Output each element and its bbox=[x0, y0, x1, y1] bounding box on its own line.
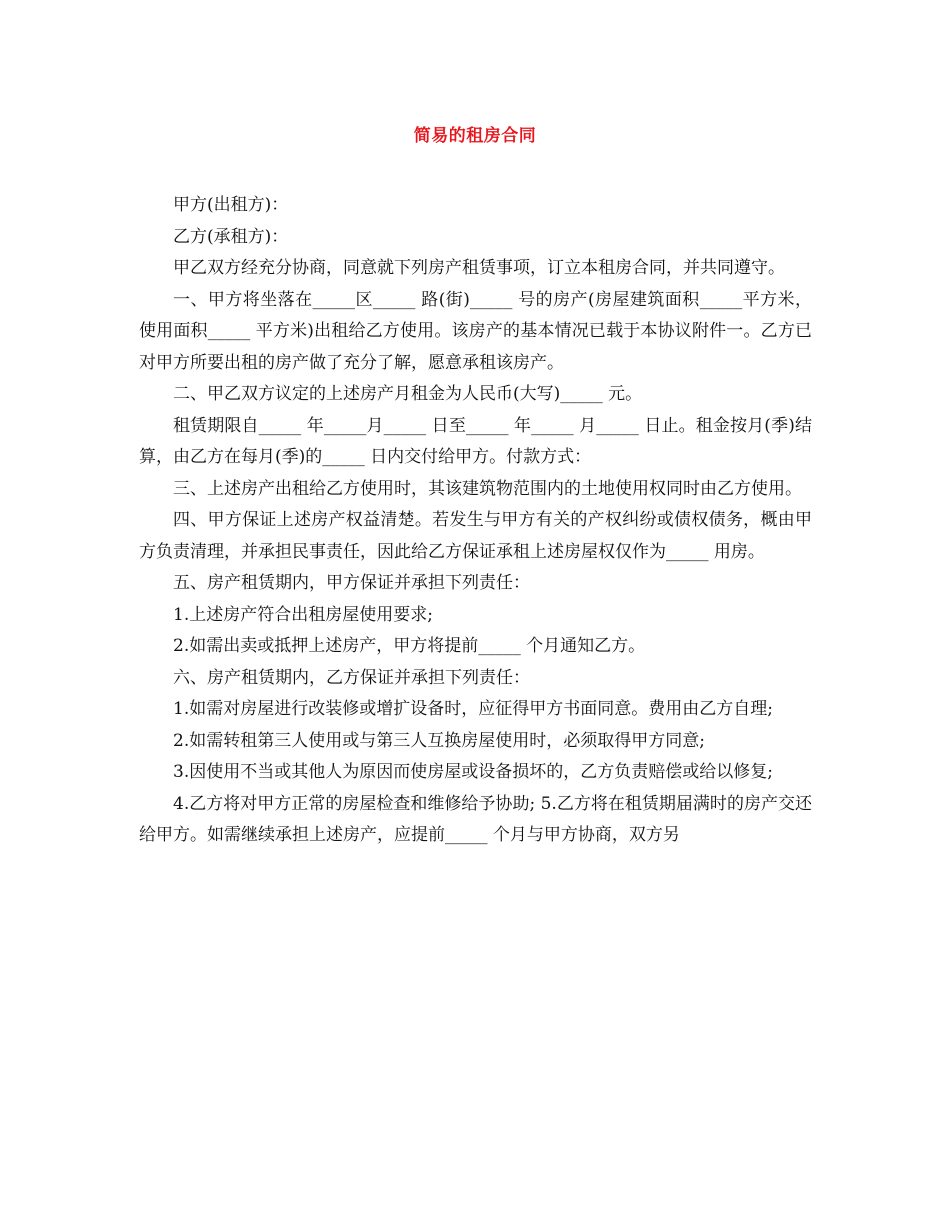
paragraph-lease-term: 租赁期限自_____ 年_____月_____ 日至_____ 年_____ 月_____ 日止。租金按月(季)结算，由乙方在每月(季)的_____ 日内交付给甲方。付款方式： bbox=[139, 415, 812, 467]
document-title: 简易的租房合同 bbox=[413, 126, 537, 146]
paragraph-clause-6: 六、房产租赁期内，乙方保证并承担下列责任： bbox=[173, 667, 530, 688]
paragraph-party-b: 乙方(承租方)： bbox=[173, 226, 289, 247]
paragraph-clause-5-item-1: 1.上述房产符合出租房屋使用要求; bbox=[173, 604, 433, 625]
paragraph-clause-6-item-1: 1.如需对房屋进行改装修或增扩设备时，应征得甲方书面同意。费用由乙方自理; bbox=[173, 699, 773, 719]
paragraph-clause-4: 四、甲方保证上述房产权益清楚。若发生与甲方有关的产权纠纷或债权债务，概由甲方负责清理，并承担民事责任，因此给乙方保证承租上述房屋权仅作为_____ 用房。 bbox=[139, 510, 812, 562]
paragraph-clause-3: 三、上述房产出租给乙方使用时，其该建筑物范围内的土地使用权同时由乙方使用。 bbox=[173, 478, 802, 499]
paragraph-clause-6-item-2: 2.如需转租第三人使用或与第三人互换房屋使用时，必须取得甲方同意; bbox=[173, 730, 705, 751]
paragraph-clause-2: 二、甲乙双方议定的上述房产月租金为人民币(大写)_____ 元。 bbox=[173, 384, 643, 404]
paragraph-preamble: 甲乙双方经充分协商，同意就下列房产租赁事项，订立本租房合同，并共同遵守。 bbox=[173, 258, 785, 278]
paragraph-clause-6-item-4-5: 4.乙方将对甲方正常的房屋检查和维修给予协助; 5.乙方将在租赁期届满时的房产交还给甲方。如需继续承担上述房产，应提前_____ 个月与甲方协商，双方另 bbox=[139, 793, 812, 845]
document-body bbox=[139, 190, 812, 852]
paragraph-clause-1: 一、甲方将坐落在_____区_____ 路(街)_____ 号的房产(房屋建筑面积_____平方米，使用面积_____ 平方米)出租给乙方使用。该房产的基本情况已载于本协议附件一。乙方已对甲方所要出租的房产做了充分了解，愿意承租该房产。 bbox=[139, 289, 812, 373]
paragraph-clause-6-item-3: 3.因使用不当或其他人为原因而使房屋或设备损坏的，乙方负责赔偿或给以修复; bbox=[173, 762, 773, 782]
paragraph-clause-5-item-2: 2.如需出卖或抵押上述房产，甲方将提前_____ 个月通知乙方。 bbox=[173, 636, 646, 656]
paragraph-clause-5: 五、房产租赁期内，甲方保证并承担下列责任： bbox=[173, 573, 530, 593]
paragraph-party-a: 甲方(出租方)： bbox=[173, 195, 289, 215]
